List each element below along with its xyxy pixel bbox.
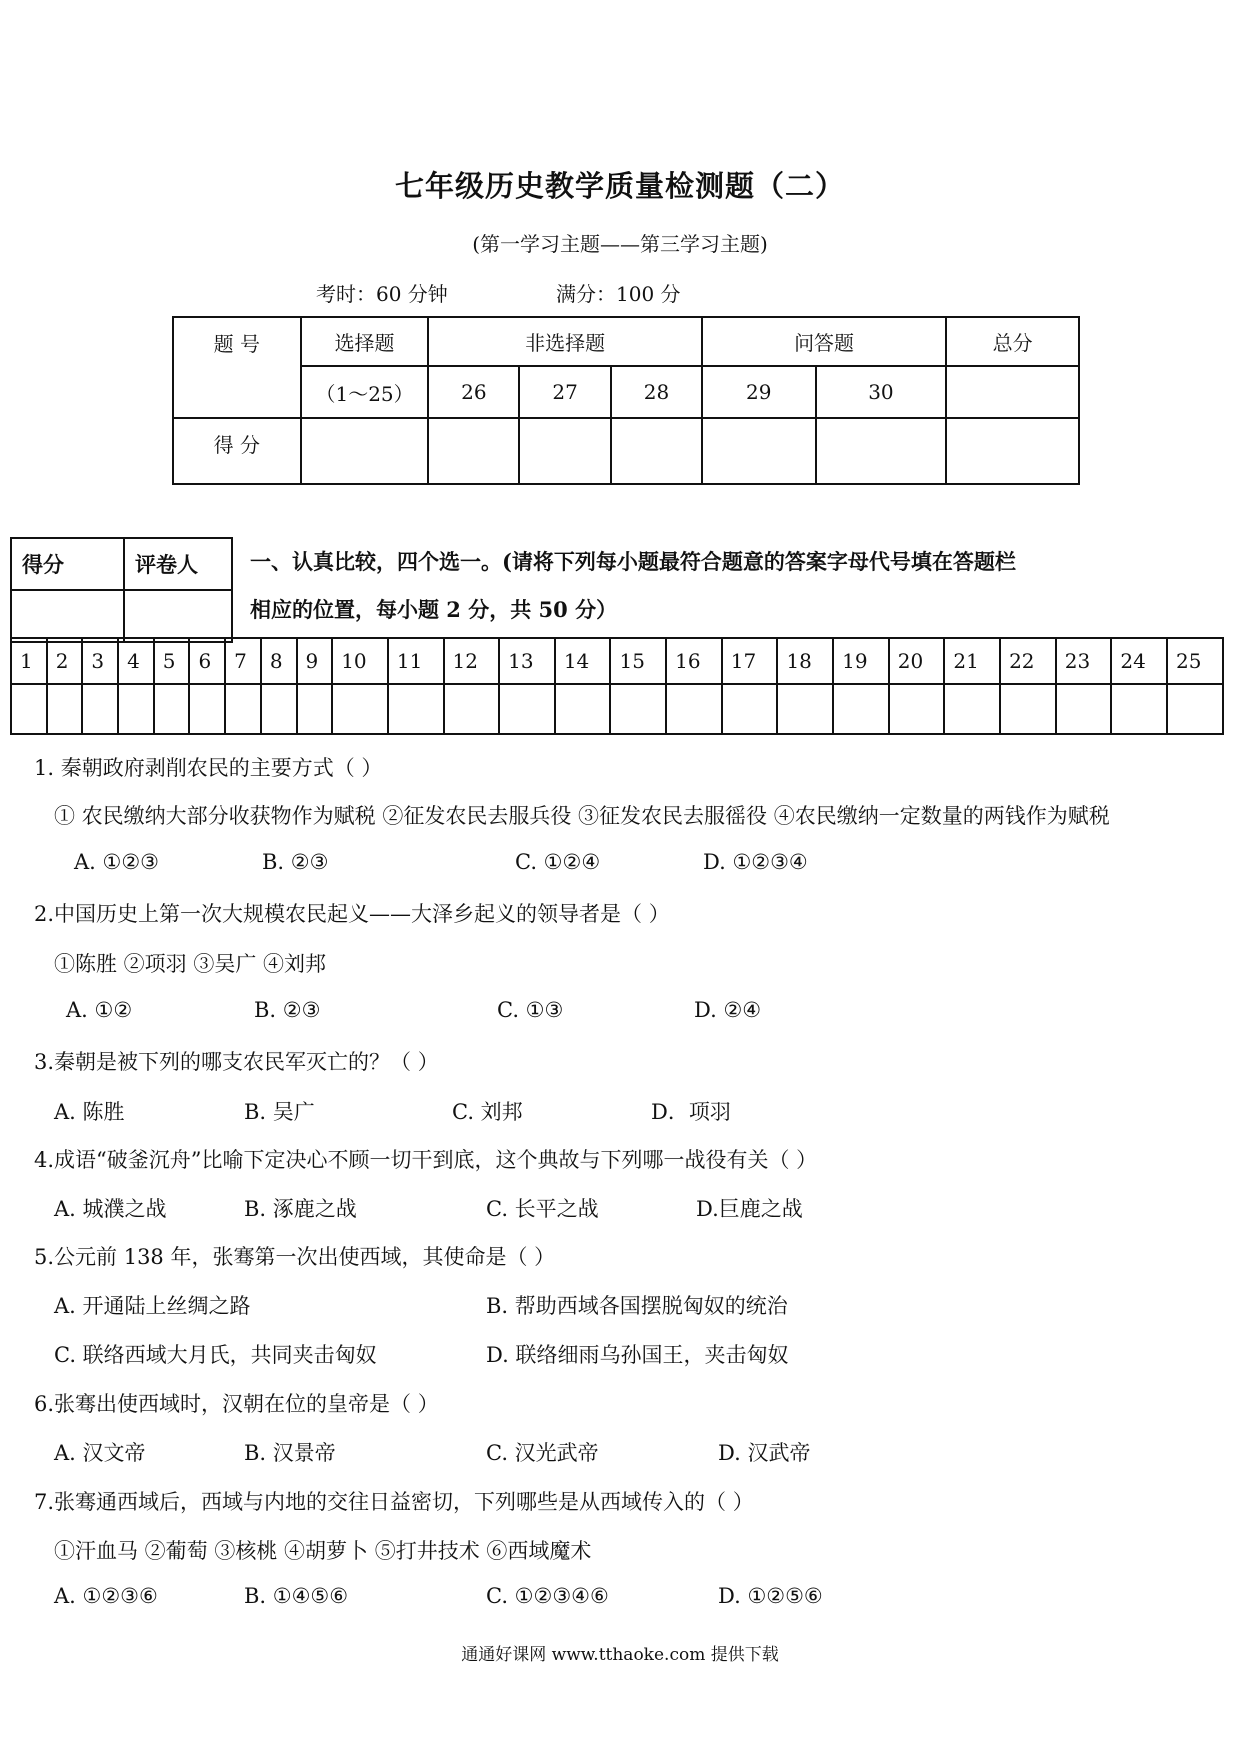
section1-instructions-line1: 一、认真比较，四个选一。(请将下列每小题最符合题意的答案字母代号填在答题栏 <box>250 549 1016 574</box>
answer-cell-19[interactable] <box>833 684 889 734</box>
score-cell-28[interactable] <box>611 418 702 484</box>
footer-credit: 通通好课网 www.tthaoke.com 提供下载 <box>461 1645 779 1665</box>
answer-cell-7[interactable] <box>225 684 261 734</box>
answer-cell-6[interactable] <box>189 684 225 734</box>
score-cell-26[interactable] <box>428 418 519 484</box>
question-2-option-d[interactable]: D. ②④ <box>694 998 762 1022</box>
question-7-option-b[interactable]: B. ①④⑤⑥ <box>244 1584 349 1608</box>
score-cell-27[interactable] <box>519 418 611 484</box>
answer-number-10: 10 <box>332 638 388 684</box>
answer-cell-15[interactable] <box>610 684 666 734</box>
header-cell-zongfen: 总分 <box>946 317 1079 366</box>
question-2-option-a[interactable]: A. ①② <box>66 998 133 1022</box>
exam-title: 七年级历史教学质量检测题（二） <box>394 169 845 203</box>
answer-number-7: 7 <box>225 638 261 684</box>
header-cell-xuanze: 选择题 <box>301 317 429 366</box>
answer-number-24: 24 <box>1111 638 1167 684</box>
question-4-option-b[interactable]: B. 涿鹿之战 <box>244 1197 357 1221</box>
answer-number-1: 1 <box>11 638 47 684</box>
question-4-option-c[interactable]: C. 长平之战 <box>486 1197 599 1221</box>
question-3-option-b[interactable]: B. 吴广 <box>244 1100 315 1124</box>
answer-number-19: 19 <box>833 638 889 684</box>
exam-subtitle: (第一学习主题——第三学习主题) <box>472 232 768 256</box>
answer-cell-2[interactable] <box>47 684 83 734</box>
header-cell-29: 29 <box>702 366 816 418</box>
answer-cell-14[interactable] <box>555 684 611 734</box>
answer-number-4: 4 <box>118 638 154 684</box>
header-cell-wenda: 问答题 <box>702 317 946 366</box>
header-cell-30: 30 <box>816 366 947 418</box>
question-5-option-b[interactable]: B. 帮助西域各国摆脱匈奴的统治 <box>486 1294 788 1318</box>
answer-cell-24[interactable] <box>1111 684 1167 734</box>
grader-name-cell[interactable] <box>124 590 232 642</box>
answer-number-16: 16 <box>666 638 722 684</box>
answer-cell-25[interactable] <box>1167 684 1223 734</box>
answer-number-23: 23 <box>1056 638 1112 684</box>
answer-number-15: 15 <box>610 638 666 684</box>
header-cell-28: 28 <box>611 366 702 418</box>
grader-name-label: 评卷人 <box>124 538 232 590</box>
question-2-option-c[interactable]: C. ①③ <box>497 998 564 1022</box>
question-4-option-a[interactable]: A. 城濮之战 <box>54 1197 167 1221</box>
answer-number-14: 14 <box>555 638 611 684</box>
answer-cell-1[interactable] <box>11 684 47 734</box>
answer-number-25: 25 <box>1167 638 1223 684</box>
answer-number-11: 11 <box>388 638 444 684</box>
question-6-option-c[interactable]: C. 汉光武帝 <box>486 1441 599 1465</box>
question-4-option-d[interactable]: D.巨鹿之战 <box>696 1197 803 1221</box>
question-7-option-c[interactable]: C. ①②③④⑥ <box>486 1584 609 1608</box>
answer-cell-9[interactable] <box>297 684 333 734</box>
answer-number-13: 13 <box>499 638 555 684</box>
question-1-option-d[interactable]: D. ①②③④ <box>703 850 808 874</box>
question-6-option-a[interactable]: A. 汉文帝 <box>54 1441 146 1465</box>
answer-number-17: 17 <box>722 638 778 684</box>
question-2-stem: 2.中国历史上第一次大规模农民起义——大泽乡起义的领导者是（ ） <box>34 902 670 926</box>
answer-cell-5[interactable] <box>154 684 190 734</box>
score-cell-xuanze[interactable] <box>301 418 429 484</box>
answer-cell-13[interactable] <box>499 684 555 734</box>
answer-cell-8[interactable] <box>261 684 297 734</box>
exam-full-score: 满分：100 分 <box>556 282 681 306</box>
answer-number-18: 18 <box>777 638 833 684</box>
question-5-stem: 5.公元前 138 年，张骞第一次出使西域，其使命是（ ） <box>34 1245 556 1269</box>
question-4-stem: 4.成语“破釜沉舟”比喻下定决心不顾一切干到底，这个典故与下列哪一战役有关（ ） <box>34 1148 818 1172</box>
question-1-option-a[interactable]: A. ①②③ <box>74 850 159 874</box>
question-3-stem: 3.秦朝是被下列的哪支农民军灭亡的？（ ） <box>34 1050 439 1074</box>
answer-number-12: 12 <box>444 638 500 684</box>
answer-cell-20[interactable] <box>889 684 945 734</box>
question-1-option-c[interactable]: C. ①②④ <box>515 850 601 874</box>
answer-cell-12[interactable] <box>444 684 500 734</box>
grader-score-cell[interactable] <box>11 590 124 642</box>
answer-cell-10[interactable] <box>332 684 388 734</box>
grader-score-label: 得分 <box>11 538 124 590</box>
answer-number-3: 3 <box>82 638 118 684</box>
question-6-option-d[interactable]: D. 汉武帝 <box>718 1441 811 1465</box>
question-5-option-d[interactable]: D. 联络细雨乌孙国王，夹击匈奴 <box>486 1343 789 1367</box>
answer-cell-21[interactable] <box>944 684 1000 734</box>
score-cell-30[interactable] <box>816 418 947 484</box>
question-2-items: ①陈胜 ②项羽 ③吴广 ④刘邦 <box>54 952 327 976</box>
answer-number-6: 6 <box>189 638 225 684</box>
row-label-defen: 得 分 <box>173 418 301 484</box>
question-5-option-a[interactable]: A. 开通陆上丝绸之路 <box>54 1294 251 1318</box>
question-6-option-b[interactable]: B. 汉景帝 <box>244 1441 336 1465</box>
score-summary-table <box>172 316 1080 485</box>
grader-box <box>10 537 233 643</box>
answer-number-2: 2 <box>47 638 83 684</box>
question-7-items: ①汗血马 ②葡萄 ③核桃 ④胡萝卜 ⑤打井技术 ⑥西域魔术 <box>54 1539 592 1563</box>
answer-number-8: 8 <box>261 638 297 684</box>
question-1-items: ① 农民缴纳大部分收获物作为赋税 ②征发农民去服兵役 ③征发农民去服徭役 ④农民缴纳一定数量的两钱作为赋税 <box>54 804 1110 828</box>
answer-cell-16[interactable] <box>666 684 722 734</box>
answer-number-21: 21 <box>944 638 1000 684</box>
answer-cell-17[interactable] <box>722 684 778 734</box>
answer-cell-3[interactable] <box>82 684 118 734</box>
question-5-option-c[interactable]: C. 联络西域大月氏，共同夹击匈奴 <box>54 1343 377 1367</box>
answer-number-5: 5 <box>154 638 190 684</box>
header-cell-feixuanze: 非选择题 <box>428 317 701 366</box>
question-7-option-d[interactable]: D. ①②⑤⑥ <box>718 1584 823 1608</box>
question-3-option-a[interactable]: A. 陈胜 <box>54 1100 125 1124</box>
question-2-option-b[interactable]: B. ②③ <box>254 998 321 1022</box>
answer-number-22: 22 <box>1000 638 1056 684</box>
answer-cell-11[interactable] <box>388 684 444 734</box>
score-cell-total[interactable] <box>946 418 1079 484</box>
question-6-stem: 6.张骞出使西域时，汉朝在位的皇帝是（ ） <box>34 1392 439 1416</box>
answer-cell-4[interactable] <box>118 684 154 734</box>
answer-grid <box>10 637 1224 735</box>
question-7-stem: 7.张骞通西域后，西域与内地的交往日益密切，下列哪些是从西域传入的（ ） <box>34 1490 754 1514</box>
answer-cell-18[interactable] <box>777 684 833 734</box>
question-3-option-c[interactable]: C. 刘邦 <box>452 1100 523 1124</box>
score-cell-29[interactable] <box>702 418 816 484</box>
question-1-option-b[interactable]: B. ②③ <box>262 850 329 874</box>
answer-number-20: 20 <box>889 638 945 684</box>
answer-cell-22[interactable] <box>1000 684 1056 734</box>
question-7-option-a[interactable]: A. ①②③⑥ <box>54 1584 158 1608</box>
header-cell-tihao: 题 号 <box>173 317 301 418</box>
score-cell-total-blank[interactable] <box>946 366 1079 418</box>
header-cell-26: 26 <box>428 366 519 418</box>
header-cell-27: 27 <box>519 366 611 418</box>
question-1-stem: 1. 秦朝政府剥削农民的主要方式（ ） <box>34 756 383 780</box>
section1-instructions-line2: 相应的位置，每小题 2 分，共 50 分） <box>250 597 618 622</box>
exam-time: 考时：60 分钟 <box>316 282 448 306</box>
question-3-option-d[interactable]: D．项羽 <box>651 1100 731 1124</box>
answer-number-9: 9 <box>297 638 333 684</box>
header-cell-xuanze-range: （1～25） <box>301 366 429 418</box>
answer-cell-23[interactable] <box>1056 684 1112 734</box>
